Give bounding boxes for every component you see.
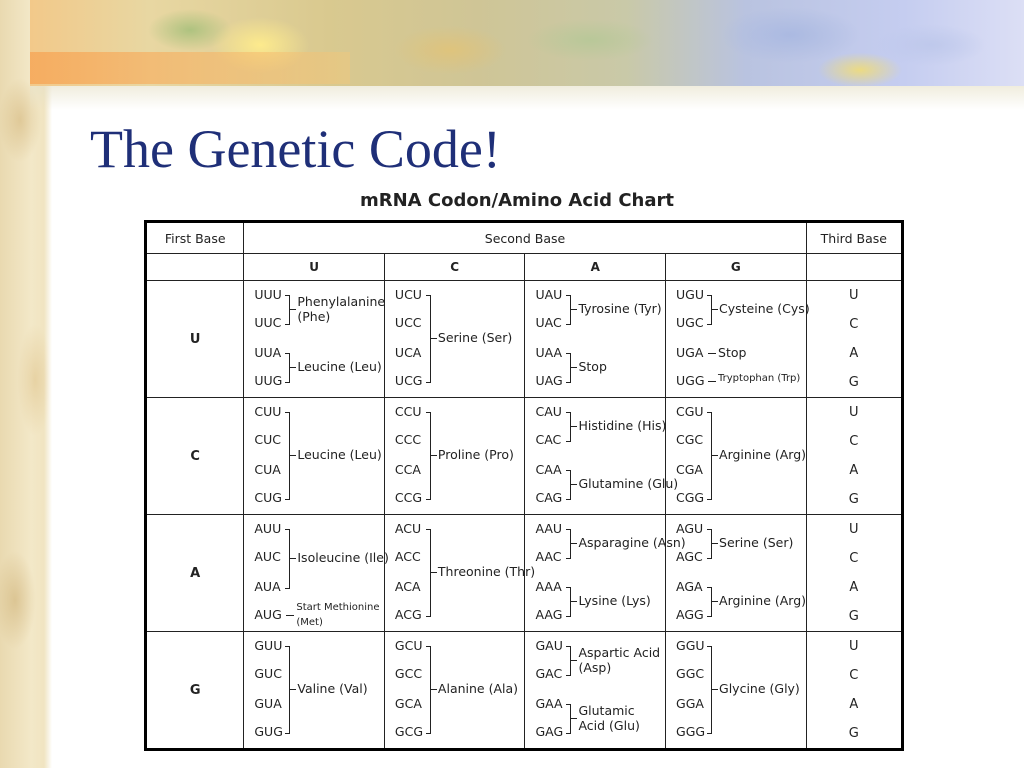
amino-acid-label: Valine (Val) [297, 681, 368, 696]
amino-acid-label: Isoleucine (Ile) [297, 550, 389, 565]
codon-text: UUU [254, 287, 282, 302]
third-base-label: G [848, 609, 859, 624]
codon-text: AGU [676, 521, 704, 536]
codon-text: CAC [535, 432, 562, 447]
second-base-row [146, 254, 903, 281]
amino-acid-label: Proline (Pro) [437, 447, 514, 462]
codon-text: AGC [676, 549, 703, 564]
bracket-tick [571, 660, 577, 661]
bracket-tick [712, 455, 718, 456]
codon-text: CGC [676, 432, 704, 447]
codon-text: UGG [676, 373, 705, 388]
header-second-base: Second Base [244, 222, 806, 254]
dash [708, 353, 716, 354]
amino-acid-label: Phenylalanine (Phe) [297, 294, 386, 324]
codon-text: UAA [535, 345, 563, 360]
second-base-u: U [244, 254, 385, 281]
dash [286, 615, 294, 616]
third-base-label: U [849, 522, 859, 537]
bracket [566, 412, 571, 442]
bracket-tick [290, 689, 296, 690]
codon-text: UCC [394, 315, 422, 330]
codon-text: GUC [254, 666, 282, 681]
bracket [707, 587, 712, 617]
codon-row [146, 398, 903, 515]
codon-text: ACC [394, 549, 421, 564]
amino-acid-label: Glutamic Acid (Glu) [578, 703, 640, 733]
codon-text: ACA [394, 579, 421, 594]
codon-cell [244, 398, 385, 515]
third-base-label: A [849, 697, 859, 712]
codon-row [146, 281, 903, 398]
amino-acid-label: Leucine (Leu) [297, 447, 382, 462]
codon-text: GGG [676, 724, 706, 739]
third-base-label: U [849, 639, 859, 654]
amino-acid-label: Lysine (Lys) [578, 593, 651, 608]
codon-text: UUA [254, 345, 282, 360]
third-base-label: A [849, 463, 859, 478]
codon-text: GAG [535, 724, 564, 739]
codon-cell [525, 281, 666, 398]
codon-table [144, 220, 904, 751]
codon-text: CCA [394, 462, 421, 477]
bracket-tick [571, 601, 577, 602]
codon-cell [666, 398, 807, 515]
chart-title: mRNA Codon/Amino Acid Chart [360, 190, 674, 211]
amino-acid-label: Start Methionine (Met) [296, 602, 380, 628]
codon-text: GUA [254, 696, 282, 711]
third-base-label: C [849, 668, 859, 683]
bracket-tick [290, 367, 296, 368]
third-base-label: C [849, 434, 859, 449]
banner-accent [30, 52, 350, 84]
codon-text: AUU [254, 521, 282, 536]
third-base-column [806, 398, 902, 515]
codon-text: UCU [394, 287, 422, 302]
codon-row [146, 515, 903, 632]
codon-cell [666, 515, 807, 632]
codon-text: GAC [535, 666, 563, 681]
codon-cell [384, 515, 536, 632]
bracket [566, 295, 571, 325]
codon-text: AGA [676, 579, 703, 594]
bracket [566, 646, 571, 676]
bracket [566, 529, 571, 559]
codon-cell [525, 398, 679, 515]
bracket-tick [431, 455, 437, 456]
third-base-label: G [848, 375, 859, 390]
bracket-tick [290, 455, 296, 456]
third-base-column [806, 281, 902, 398]
second-base-a: A [525, 254, 666, 281]
codon-text: CGU [676, 404, 704, 419]
header-first-base: First Base [146, 222, 244, 254]
bracket-tick [571, 484, 577, 485]
bracket-tick [712, 601, 718, 602]
blank-cell [806, 254, 902, 281]
first-base-label: U [146, 281, 244, 398]
codon-text: CUU [254, 404, 282, 419]
codon-cell [384, 398, 525, 515]
bracket-tick [290, 309, 296, 310]
amino-acid-label: Histidine (His) [578, 418, 667, 433]
codon-text: GAA [535, 696, 563, 711]
codon-text: GCA [394, 696, 422, 711]
third-base-label: U [849, 288, 859, 303]
amino-acid-label: Stop [578, 359, 607, 374]
third-base-label: A [849, 346, 859, 361]
codon-text: CGG [676, 490, 705, 505]
codon-text: CUA [254, 462, 281, 477]
bracket [426, 529, 431, 617]
bracket-tick [571, 367, 577, 368]
amino-acid-label: Glycine (Gly) [719, 681, 800, 696]
codon-text: UUC [254, 315, 282, 330]
amino-acid-label: Glutamine (Glu) [578, 476, 679, 491]
codon-cell [666, 632, 807, 750]
codon-text: CAG [535, 490, 563, 505]
codon-cell [384, 281, 525, 398]
bracket [707, 529, 712, 559]
header-row [146, 222, 903, 254]
codon-text: GGU [676, 638, 705, 653]
amino-acid-label: Asparagine (Asn) [578, 535, 686, 550]
codon-text: UAG [535, 373, 563, 388]
bracket [426, 646, 431, 734]
bracket [707, 646, 712, 734]
codon-text: CGA [676, 462, 703, 477]
codon-rows [146, 281, 903, 750]
blank-cell [146, 254, 244, 281]
codon-text: GUU [254, 638, 283, 653]
bracket [285, 353, 290, 383]
first-base-label: G [146, 632, 244, 750]
bracket-tick [571, 426, 577, 427]
bracket-tick [712, 309, 718, 310]
bracket-tick [431, 689, 437, 690]
codon-text: AUA [254, 579, 281, 594]
bracket [285, 529, 290, 589]
amino-acid-label: Arginine (Arg) [719, 593, 807, 608]
bracket [566, 470, 571, 500]
bracket [707, 295, 712, 325]
codon-text: UGC [676, 315, 704, 330]
bracket-tick [431, 572, 437, 573]
codon-cell [244, 515, 389, 632]
codon-text: GAU [535, 638, 563, 653]
codon-text: AUC [254, 549, 281, 564]
bracket [285, 412, 290, 500]
third-base-label: C [849, 317, 859, 332]
dash [708, 381, 716, 382]
codon-text: ACG [394, 607, 422, 622]
bracket-tick [571, 543, 577, 544]
amino-acid-label: Arginine (Arg) [719, 447, 807, 462]
slide-title: The Genetic Code! [90, 119, 501, 179]
third-base-column [806, 515, 902, 632]
amino-acid-label: Aspartic Acid (Asp) [578, 645, 661, 675]
bracket [426, 412, 431, 500]
codon-row [146, 632, 903, 750]
codon-text: AAG [535, 607, 563, 622]
bracket [707, 412, 712, 500]
codon-text: ACU [394, 521, 422, 536]
codon-text: CUG [254, 490, 282, 505]
bracket [566, 353, 571, 383]
codon-text: CCG [394, 490, 423, 505]
codon-text: AAC [535, 549, 562, 564]
second-base-g: G [666, 254, 807, 281]
header-third-base: Third Base [806, 222, 902, 254]
third-base-label: C [849, 551, 859, 566]
codon-cell [384, 632, 525, 750]
codon-text: CAA [535, 462, 562, 477]
banner-shadow [30, 86, 1024, 110]
amino-acid-label: Serine (Ser) [437, 330, 513, 345]
amino-acid-label: Tryptophan (Trp) [718, 373, 801, 384]
third-base-label: G [848, 726, 859, 741]
bracket-tick [712, 543, 718, 544]
codon-text: GCC [394, 666, 423, 681]
codon-text: CAU [535, 404, 562, 419]
codon-text: CCC [394, 432, 422, 447]
codon-cell [666, 281, 810, 398]
codon-text: UGA [676, 345, 704, 360]
bracket-tick [712, 689, 718, 690]
codon-text: GCU [394, 638, 423, 653]
codon-text: UUG [254, 373, 283, 388]
amino-acid-label: Alanine (Ala) [437, 681, 519, 696]
amino-acid-label: Cysteine (Cys) [719, 301, 810, 316]
codon-cell [525, 632, 666, 750]
amino-acid-label: Stop [718, 345, 747, 360]
first-base-label: C [146, 398, 244, 515]
codon-text: GUG [254, 724, 283, 739]
codon-cell [525, 515, 686, 632]
codon-cell [244, 281, 385, 398]
bracket [566, 704, 571, 734]
bracket [566, 587, 571, 617]
third-base-label: G [848, 492, 859, 507]
bracket-tick [431, 338, 437, 339]
bracket-tick [571, 718, 577, 719]
codon-text: UAC [535, 315, 562, 330]
bracket [426, 295, 431, 383]
codon-text: AAU [535, 521, 563, 536]
codon-text: UCA [394, 345, 422, 360]
bracket-tick [290, 558, 296, 559]
amino-acid-label: Leucine (Leu) [297, 359, 382, 374]
codon-text: UGU [676, 287, 705, 302]
third-base-label: A [849, 580, 859, 595]
bracket [285, 295, 290, 325]
third-base-column [806, 632, 902, 750]
codon-text: AUG [254, 607, 282, 622]
codon-text: AAA [535, 579, 562, 594]
amino-acid-label: Serine (Ser) [719, 535, 794, 550]
first-base-label: A [146, 515, 244, 632]
parchment-border [0, 0, 52, 768]
codon-text: UCG [394, 373, 423, 388]
codon-text: CUC [254, 432, 281, 447]
codon-text: AGG [676, 607, 704, 622]
amino-acid-label: Threonine (Thr) [437, 564, 536, 579]
codon-cell [244, 632, 385, 750]
bracket-tick [571, 309, 577, 310]
codon-text: GCG [394, 724, 424, 739]
codon-text: GGA [676, 696, 704, 711]
bracket [285, 646, 290, 734]
second-base-c: C [384, 254, 525, 281]
amino-acid-label: Tyrosine (Tyr) [578, 301, 662, 316]
codon-text: GGC [676, 666, 705, 681]
third-base-label: U [849, 405, 859, 420]
codon-text: CCU [394, 404, 422, 419]
codon-text: UAU [535, 287, 563, 302]
